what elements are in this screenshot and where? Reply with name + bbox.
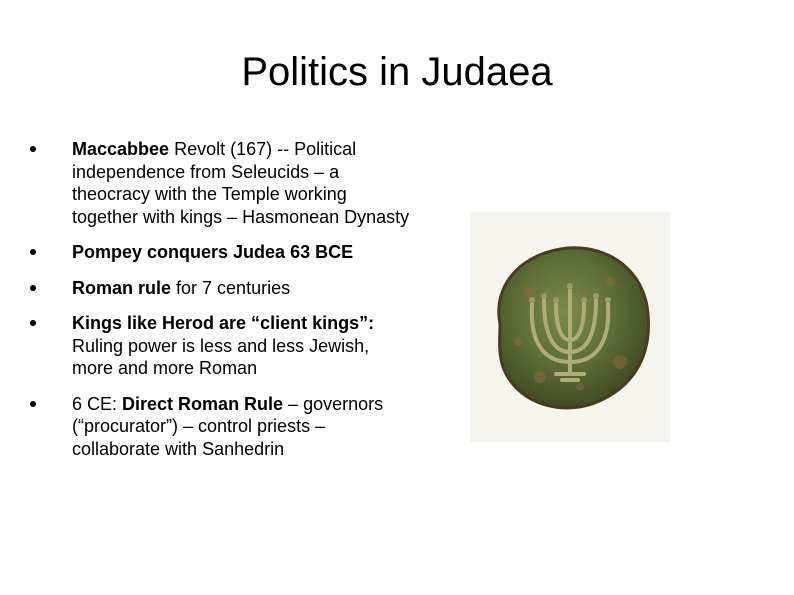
bullet-text: Revolt (167) -- Political independence from Seleucids – a theocracy with the Temple working together with kings – Hasmonean Dynasty — [72, 139, 410, 227]
bullet-bold-text: Pompey conquers Judea 63 BCE — [72, 242, 354, 262]
bullet-text: Ruling power is less and less Jewish, more and more Roman — [72, 335, 370, 378]
bullet-bold-text: Roman rule — [72, 277, 172, 298]
bullet-text: – governors (“procurator”) – control priests – collaborate with Sanhedrin — [72, 393, 384, 459]
bullet-item — [30, 312, 410, 380]
bullet-dot-icon — [30, 249, 36, 255]
bullet-dot-icon — [30, 401, 36, 407]
slide-title: Politics in Judaea — [241, 50, 553, 94]
bullet-bold-text: Maccabbee — [72, 139, 170, 159]
bullet-prefix-text: 6 CE: — [72, 393, 123, 414]
bullet-item — [30, 393, 410, 461]
bullet-item — [30, 277, 410, 300]
bullet-text: for 7 centuries — [171, 277, 291, 298]
menorah-coin-image — [470, 212, 670, 442]
bullet-list — [30, 138, 410, 473]
bullet-dot-icon — [30, 320, 36, 326]
bullet-item — [30, 241, 410, 264]
bullet-bold-text: Kings like Herod are “client kings”: — [72, 313, 375, 333]
bullet-item — [30, 138, 410, 228]
coin-image — [470, 212, 670, 442]
bullet-dot-icon — [30, 285, 36, 291]
bullet-bold-text: Direct Roman Rule — [122, 393, 284, 414]
bullet-dot-icon — [30, 146, 36, 152]
